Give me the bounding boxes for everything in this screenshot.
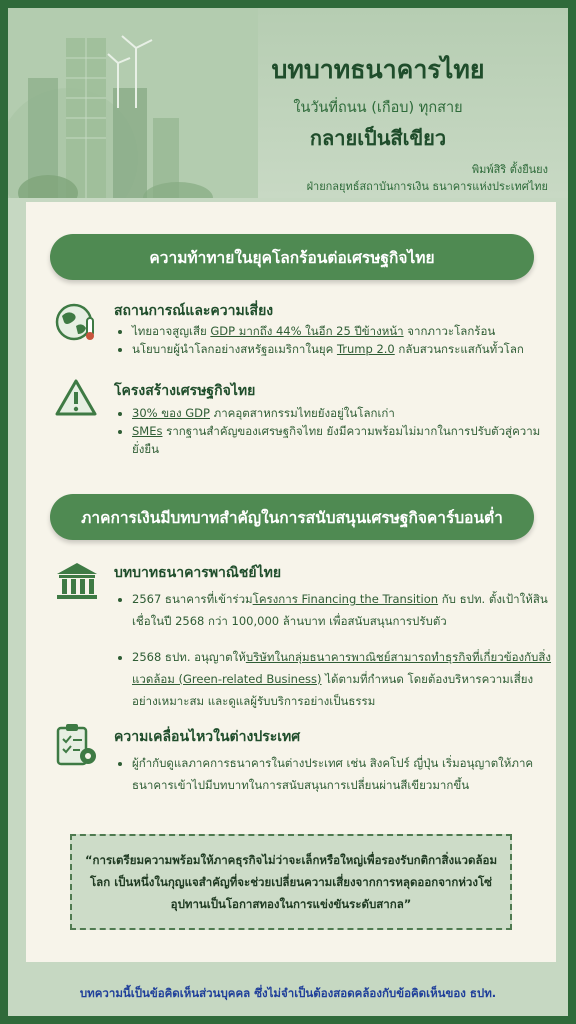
author-credit: [307, 161, 548, 195]
section-heading-challenges: ความท้าทายในยุคโลกร้อนต่อเศรษฐกิจไทย: [50, 234, 534, 280]
checklist-gear-icon: [54, 722, 100, 768]
list-item: • 30% ของ GDP ภาคอุตสาหกรรมไทยยังอยู่ในโลกเก่า: [132, 404, 552, 422]
quote-box: “การเตรียมความพร้อมให้ภาคธุรกิจไม่ว่าจะเล็กหรือใหญ่เพื่อรองรับกติกาสิ่งแวดล้อมโลก เป็นหนึ่งในกุญแจสำคัญที่จะช่วยเปลี่ยนความเสี่ยงจากการหลุดออกจากห่วงโซ่อุปทานเป็นโอกาสทองในการแข่งขันระดับสากล”: [70, 834, 512, 930]
list-item: • ผู้กำกับดูแลภาคการธนาคารในต่างประเทศ เช่น สิงคโปร์ ญี่ปุ่น เริ่มอนุญาตให้ภาคธนาคารเข้าไปมีบทบาทในการสนับสนุนการเปลี่ยนผ่านสีเขียวมากขึ้น: [132, 752, 552, 796]
abroad-bullets: [118, 752, 552, 796]
subtitle: ในวันที่ถนน (เกือบ) ทุกสาย: [293, 100, 463, 116]
section-heading-finance: ภาคการเงินมีบทบาทสำคัญในการสนับสนุนเศรษฐกิจคาร์บอนต่ำ: [50, 494, 534, 540]
list-item: • 2567 ธนาคารที่เข้าร่วมโครงการ Financing the Transition กับ ธปท. ตั้งเป้าให้สินเชื่อในปี 2568 กว่า 100,000 ล้านบาท เพื่อสนับสนุนการปรับตัว: [132, 588, 552, 632]
header: [8, 8, 568, 198]
footer-disclaimer: บทความนี้เป็นข้อคิดเห็นส่วนบุคคล ซึ่งไม่จำเป็นต้องสอดคล้องกับข้อคิดเห็นของ ธปท.: [79, 986, 497, 1000]
globe-thermometer-icon: [54, 300, 98, 344]
list-item: • ไทยอาจสูญเสีย GDP มากถึง 44% ในอีก 25 ปีข้างหน้า จากภาวะโลกร้อน: [132, 322, 552, 340]
author-name: พิมพ์สิริ ตั้งยืนยง: [471, 163, 548, 176]
list-item: • นโยบายผู้นำโลกอย่างสหรัฐอเมริกาในยุค Trump 2.0 กลับสวนกระแสกันทั้วโลก: [132, 340, 552, 358]
bank-building-icon: [54, 560, 100, 602]
abroad-title: ความเคลื่อนไหวในต่างประเทศ: [114, 729, 301, 745]
infographic-frame: [8, 8, 568, 1016]
warning-icon: [54, 378, 98, 418]
structure-bullets: [118, 404, 552, 458]
title-green: กลายเป็นสีเขียว: [309, 126, 447, 150]
situation-title: สถานการณ์และความเสี่ยง: [114, 303, 274, 319]
list-item: • 2568 ธปท. อนุญาตให้บริษัทในกลุ่มธนาคารพาณิชย์สามารถทำธุรกิจที่เกี่ยวข้องกับสิ่งแวดล้อม (Green-related Business) ได้ตามที่กำหนด โดยต้องบริหารความเสี่ยงอย่างเหมาะสม และดูแลผู้รับบริการอย่างเป็นธรรม: [132, 646, 552, 712]
banks-bullets: [118, 588, 552, 726]
banks-title: บทบาทธนาคารพาณิชย์ไทย: [114, 565, 282, 581]
main-title: บทบาทธนาคารไทย: [271, 55, 485, 84]
author-department: ฝ่ายกลยุทธ์สถาบันการเงิน ธนาคารแห่งประเทศไทย: [306, 180, 548, 193]
list-item: • SMEs รากฐานสำคัญของเศรษฐกิจไทย ยังมีความพร้อมไม่มากในการปรับตัวสู่ความยั่งยืน: [132, 422, 552, 458]
content-card: [26, 202, 556, 962]
situation-bullets: [118, 322, 552, 358]
structure-title: โครงสร้างเศรษฐกิจไทย: [114, 383, 256, 399]
